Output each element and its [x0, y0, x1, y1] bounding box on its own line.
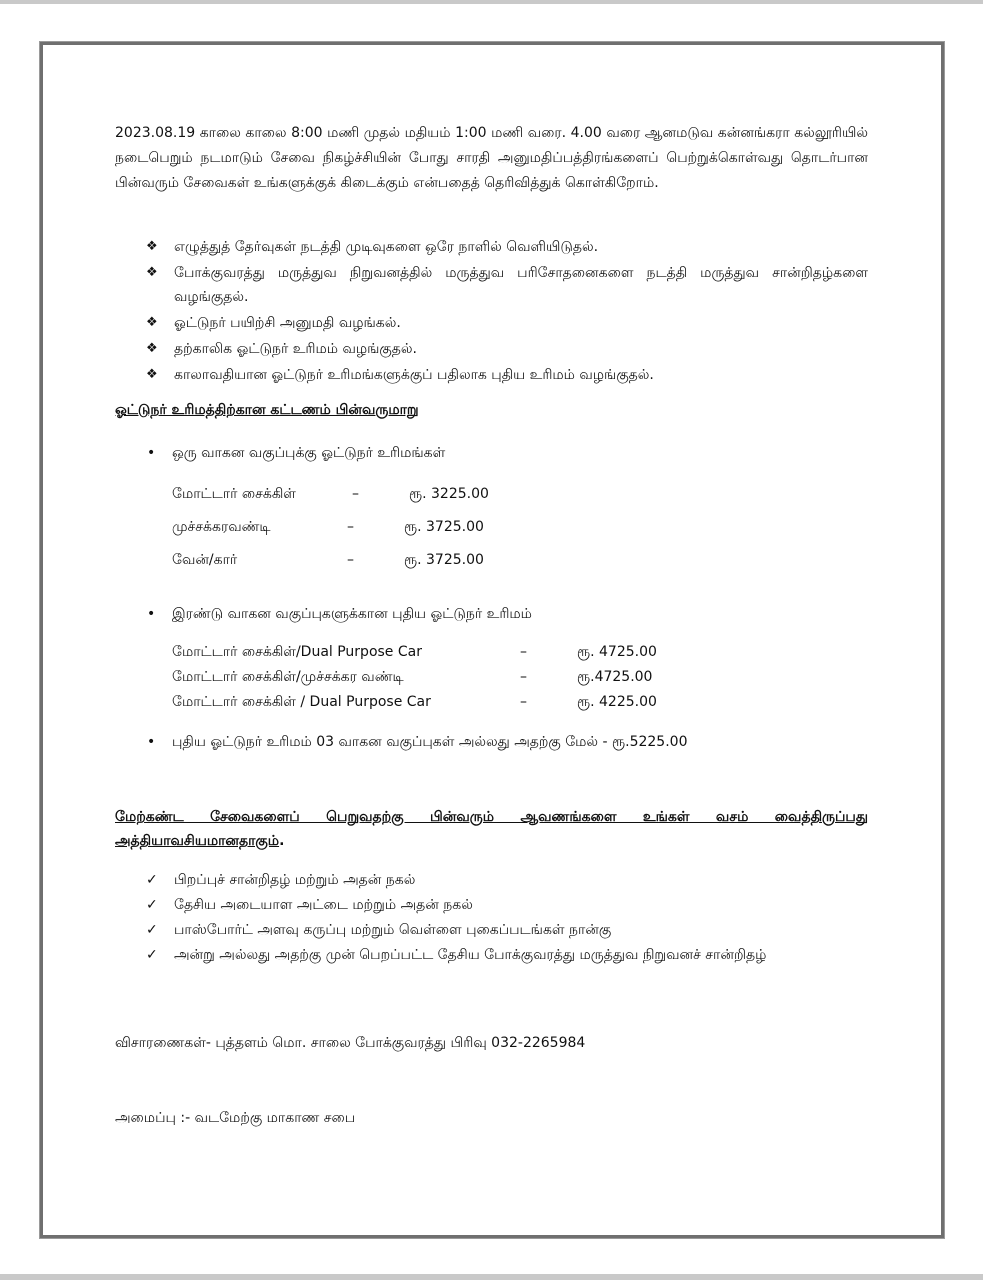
dash: – — [520, 644, 527, 660]
price: ரூ. 3225.00 — [409, 486, 489, 502]
documents-heading — [115, 805, 868, 853]
check-icon: ✓ — [146, 947, 158, 963]
documents-list — [146, 868, 868, 968]
dash: – — [352, 486, 359, 502]
vehicle-label: முச்சக்கரவண்டி — [172, 519, 271, 535]
price: ரூ. 3725.00 — [404, 519, 484, 535]
bullet-icon: • — [147, 445, 156, 461]
list-item — [146, 893, 868, 918]
service-text: எழுத்துத் தேர்வுகள் நடத்தி முடிவுகளை ஒரே நாளில் வெளியிடுதல். — [174, 239, 599, 255]
check-icon: ✓ — [146, 872, 158, 888]
fee-heading: ஓட்டுநர் உரிமத்திற்கான கட்டணம் பின்வருமாறு — [115, 402, 419, 418]
dash: – — [347, 519, 354, 535]
organizer-line: அமைப்பு :- வடமேற்கு மாகாண சபை — [115, 1110, 356, 1126]
check-icon: ✓ — [146, 897, 158, 913]
list-item — [146, 311, 868, 335]
one-class-title-text: ஒரு வாகன வகுப்புக்கு ஓட்டுநர் உரிமங்கள் — [172, 445, 446, 461]
two-class-title-text: இரண்டு வாகன வகுப்புகளுக்கான புதிய ஓட்டுநர் உரிமம் — [172, 606, 532, 622]
services-list — [146, 235, 868, 389]
check-icon: ✓ — [146, 922, 158, 938]
list-item — [146, 337, 868, 361]
document-text: தேசிய அடையாள அட்டை மற்றும் அதன் நகல் — [174, 897, 473, 913]
service-text: போக்குவரத்து மருத்துவ நிறுவனத்தில் மருத்துவ பரிசோதனைகளை நடத்தி மருத்துவ சான்றிதழ்களை வழங்குதல். — [174, 265, 868, 305]
top-border — [0, 0, 983, 4]
service-text: தற்காலிக ஓட்டுநர் உரிமம் வழங்குதல். — [174, 341, 417, 357]
document-text: பாஸ்போர்ட் அளவு கருப்பு மற்றும் வெள்ளை புகைப்படங்கள் நான்கு — [174, 922, 612, 938]
dash: – — [347, 552, 354, 568]
vehicle-label: மோட்டார் சைக்கிள்/Dual Purpose Car — [172, 644, 422, 660]
service-text: ஓட்டுநர் பயிற்சி அனுமதி வழங்கல். — [174, 315, 401, 331]
vehicle-label: வேன்/கார் — [172, 552, 238, 568]
document-text: அன்று அல்லது அதற்கு முன் பெறப்பட்ட தேசிய போக்குவரத்து மருத்துவ நிறுவனச் சான்றிதழ் — [174, 947, 767, 963]
diamond-bullet-icon: ❖ — [146, 315, 158, 330]
diamond-bullet-icon: ❖ — [146, 239, 158, 254]
three-class-item — [147, 734, 688, 752]
price: ரூ. 4225.00 — [577, 694, 657, 710]
service-text: காலாவதியான ஓட்டுநர் உரிமங்களுக்குப் பதிலாக புதிய உரிமம் வழங்குதல். — [174, 367, 654, 383]
intro-paragraph: 2023.08.19 காலை காலை 8:00 மணி முதல் மதியம் 1:00 மணி வரை. 4.00 வரை ஆனமடுவ கன்னங்கரா கல்லூரியில் நடைபெறும் நடமாடும் சேவை நிகழ்ச்சியின் போது சாரதி அனுமதிப்பத்திரங்களைப் பெற்றுக்கொள்வது தொடர்பான பின்வரும் சேவைகள் உங்களுக்குக் கிடைக்கும் என்பதைத் தெரிவித்துக் கொள்கிறோம். — [115, 125, 868, 191]
documents-heading-period: . — [279, 833, 285, 849]
vehicle-label: மோட்டார் சைக்கிள்/முச்சக்கர வண்டி — [172, 669, 404, 685]
diamond-bullet-icon: ❖ — [146, 367, 158, 382]
three-class-text: புதிய ஓட்டுநர் உரிமம் 03 வாகன வகுப்புகள் அல்லது அதற்கு மேல் - ரூ.5225.00 — [172, 734, 688, 750]
bullet-icon: • — [147, 734, 156, 750]
bottom-border — [0, 1274, 983, 1280]
price: ரூ. 3725.00 — [404, 552, 484, 568]
vehicle-label: மோட்டார் சைக்கிள் / Dual Purpose Car — [172, 694, 431, 710]
one-class-title — [147, 445, 446, 463]
price: ரூ.4725.00 — [577, 669, 653, 685]
list-item — [146, 235, 868, 259]
document-frame — [40, 42, 944, 1238]
list-item — [146, 363, 868, 387]
two-class-title — [147, 606, 532, 624]
diamond-bullet-icon: ❖ — [146, 341, 158, 356]
list-item — [146, 868, 868, 893]
bullet-icon: • — [147, 606, 156, 622]
list-item — [146, 943, 868, 968]
document-text: பிறப்புச் சான்றிதழ் மற்றும் அதன் நகல் — [174, 872, 416, 888]
price: ரூ. 4725.00 — [577, 644, 657, 660]
dash: – — [520, 669, 527, 685]
list-item — [146, 918, 868, 943]
inquiries-line: விசாரணைகள்- புத்தளம் மொ. சாலை போக்குவரத்து பிரிவு 032-2265984 — [115, 1035, 586, 1051]
vehicle-label: மோட்டார் சைக்கிள் — [172, 486, 296, 502]
dash: – — [520, 694, 527, 710]
diamond-bullet-icon: ❖ — [146, 265, 158, 280]
documents-heading-text: மேற்கண்ட சேவைகளைப் பெறுவதற்கு பின்வரும் ஆவணங்களை உங்கள் வசம் வைத்திருப்பது அத்தியாவசியமானதாகும் — [115, 809, 868, 849]
list-item — [146, 261, 868, 309]
